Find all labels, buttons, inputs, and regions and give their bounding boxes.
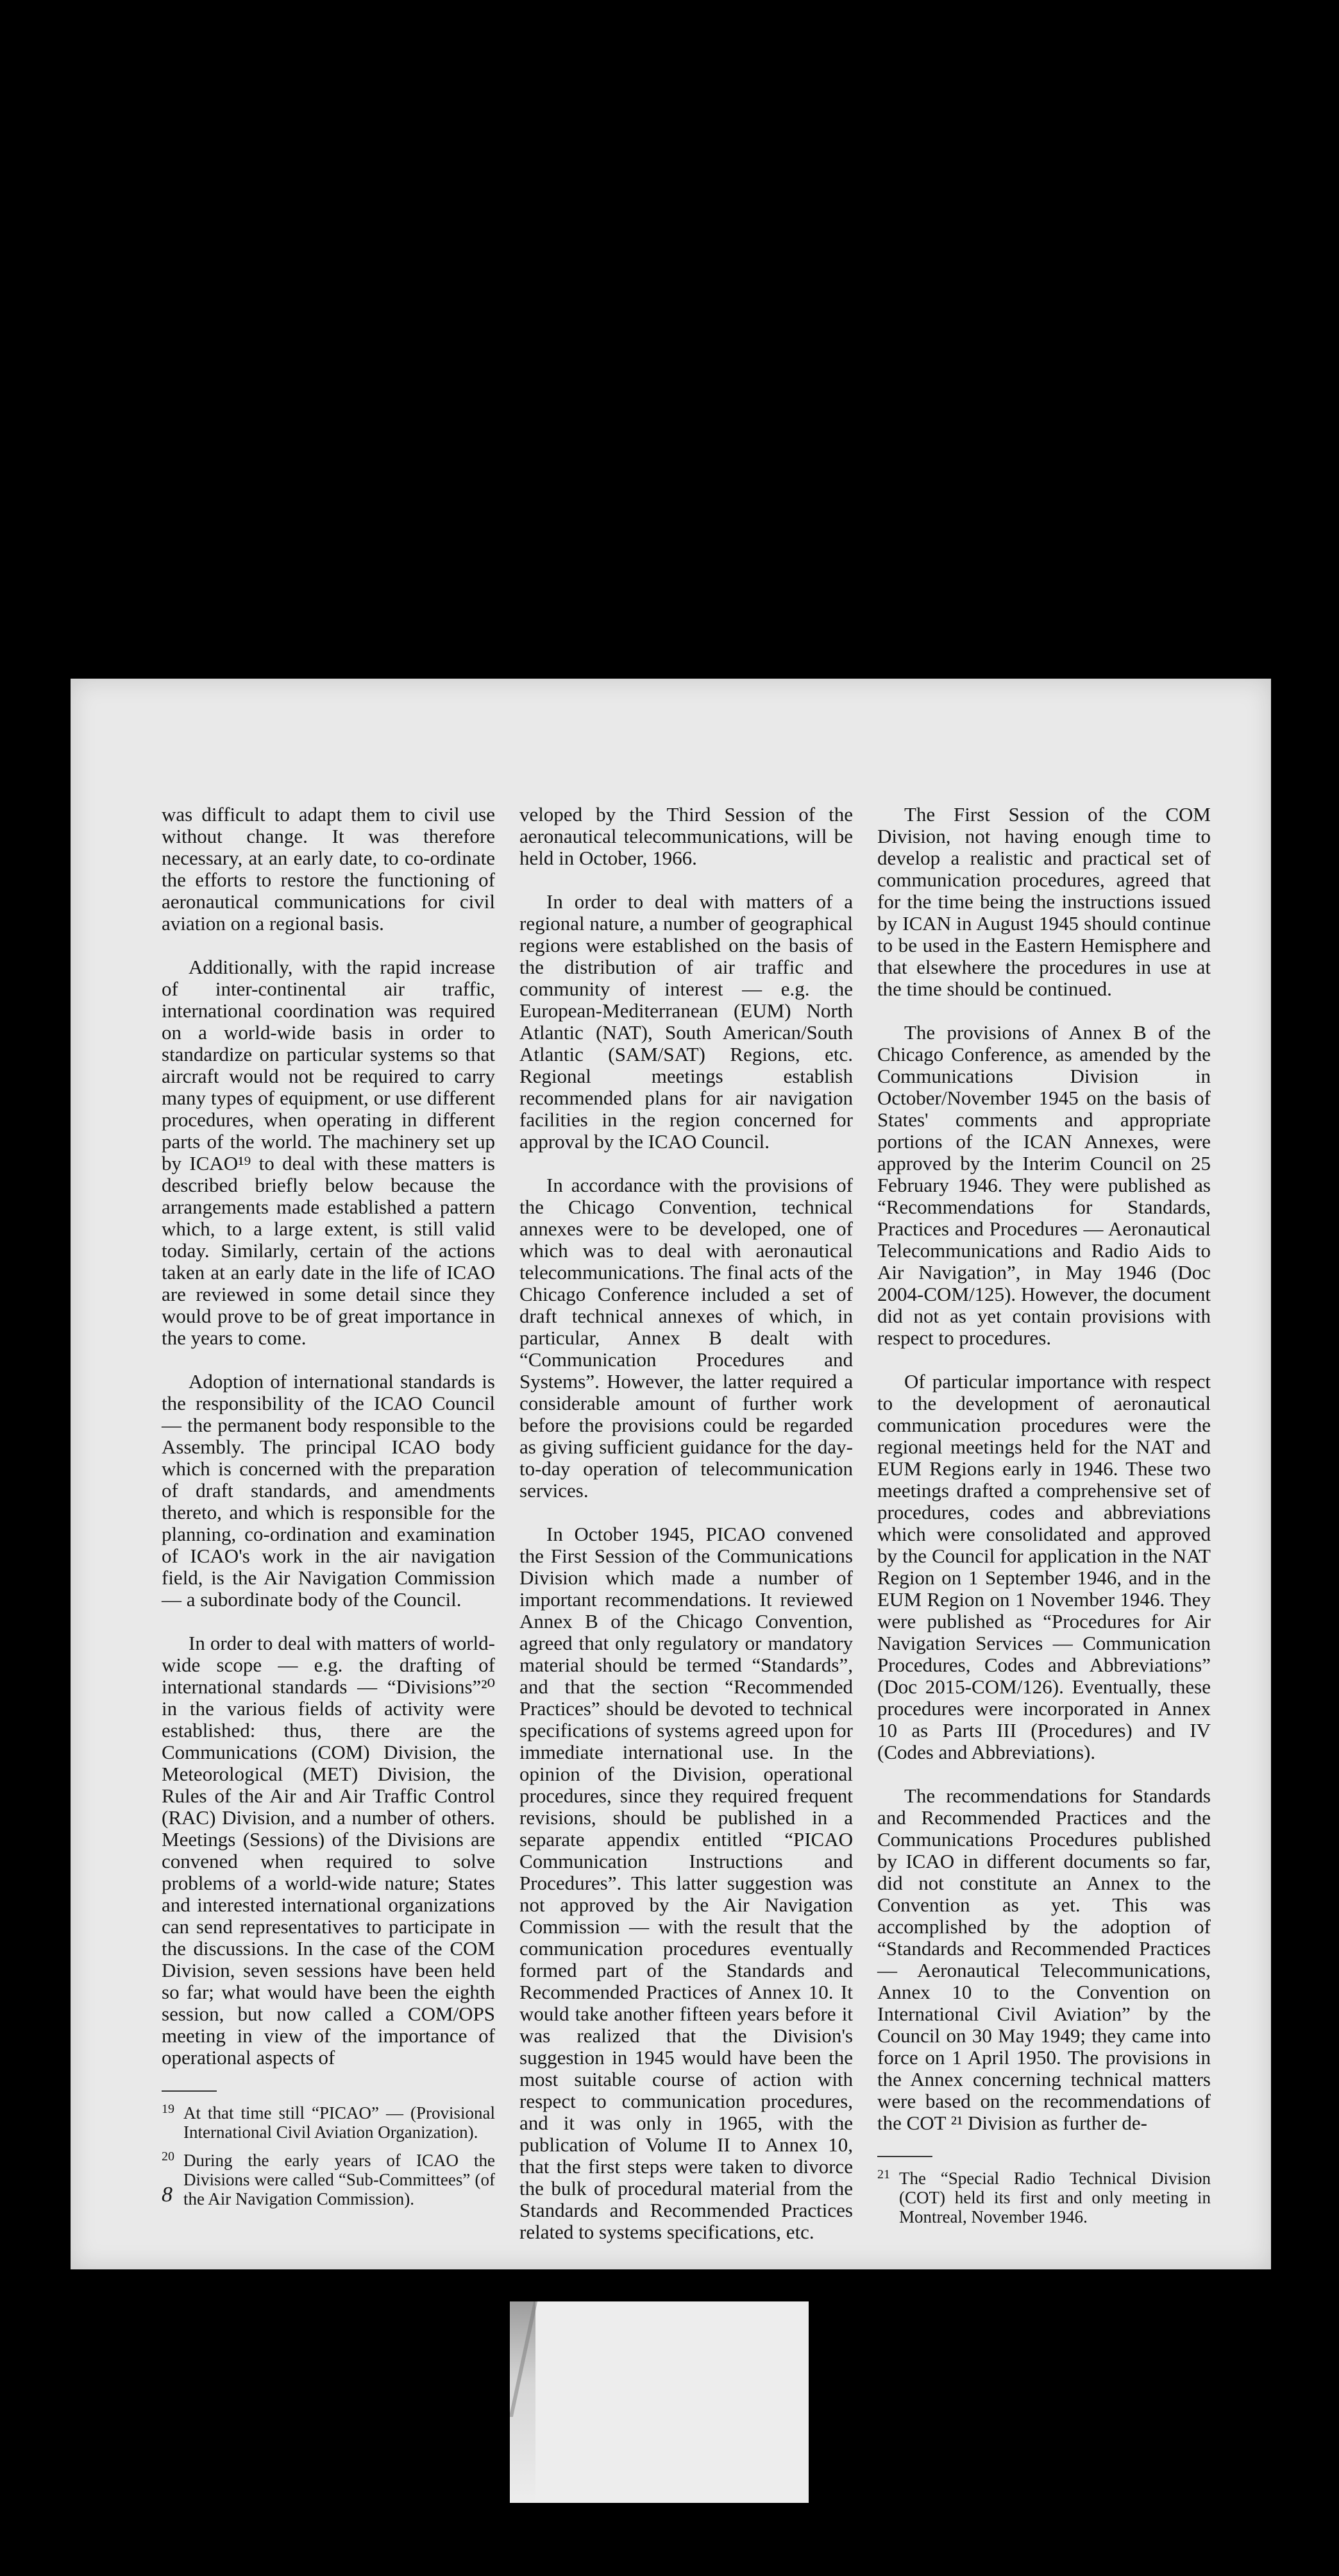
footnote-20 [162,2151,495,2208]
footnote-text: At that time still “PICAO” — (Provisional International Civil Aviation Organization). [183,2103,495,2142]
footnote-divider [877,2156,932,2157]
paragraph: In order to deal with matters of world-wide scope — e.g. the drafting of international standards — “Divisions”²⁰ in the various fields of activity were established: thus, there are the Communications (COM) Division, the Meteorological (MET) Division, the Rules of the Air and Air Traffic Control (RAC) Division, and a number of others. Meetings (Sessions) of the Divisions are convened when required to solve problems of a world-wide nature; States and interested international organizations can send representatives to participate in the discussions. In the case of the COM Division, seven sessions have been held so far; what would have been the eighth session, but now called a COM/OPS meeting in view of the importance of operational aspects of [162,1632,495,2069]
paragraph: The provisions of Annex B of the Chicago Conference, as amended by the Communications Division in October/November 1945 on the basis of States' comments and appropriate portions of the ICAN Annexes, were approved by the Interim Council on 25 February 1946. They were published as “Recommendations for Standards, Practices and Procedures — Aeronautical Telecommunications and Radio Aids to Air Navigation”, in May 1946 (Doc 2004-COM/125). However, the document did not as yet contain provisions with respect to procedures. [877,1021,1211,1349]
footnote-number: 20 [162,2149,174,2164]
footnote-19 [162,2103,495,2142]
footnote-divider [162,2090,217,2092]
column-2 [519,804,853,2265]
footnote-number: 21 [877,2167,890,2182]
column-1 [162,804,495,2217]
footnote-text: The “Special Radio Technical Division (COT) held its first and only meeting in Montreal, November 1946. [899,2169,1211,2226]
paragraph: veloped by the Third Session of the aeronautical telecommunications, will be held in October, 1966. [519,803,853,869]
paragraph: In accordance with the provisions of the Chicago Convention, technical annexes were to be developed, one of which was to deal with aeronautical telecommunications. The final acts of the Chicago Conference included a set of draft technical annexes of which, in particular, Annex B dealt with “Communication Procedures and Systems”. However, the latter required a considerable amount of further work before the provisions could be regarded as giving sufficient guidance for the day-to-day operation of telecommunication services. [519,1174,853,1502]
paragraph: was difficult to adapt them to civil use without change. It was therefore necessary, at an early date, to co-ordinate the efforts to restore the functioning of aeronautical communications for civil aviation on a regional basis. [162,803,495,935]
page-number: 8 [162,2183,173,2207]
paragraph: The recommendations for Standards and Recommended Practices and the Communications Procedures published by ICAO in different documents so far, did not constitute an Annex to the Convention as yet. This was accomplished by the adoption of “Standards and Recommended Practices — Aeronautical Telecommunications, Annex 10 to the Convention on International Civil Aviation” by the Council on 30 May 1949; they came into force on 1 April 1950. The provisions in the Annex concerning technical matters were based on the recommendations of the COT ²¹ Division as further de- [877,1784,1211,2134]
paragraph: Of particular importance with respect to the development of aeronautical communication procedures were the regional meetings held for the NAT and EUM Regions early in 1946. These two meetings drafted a comprehensive set of procedures, codes and abbreviations which were consolidated and approved by the Council for application in the NAT Region on 1 September 1946, and in the EUM Region on 1 November 1946. They were published as “Procedures for Air Navigation Services — Communication Procedures, Codes and Abbreviations” (Doc 2015-COM/126). Eventually, these procedures were incorporated in Annex 10 as Parts III (Procedures) and IV (Codes and Abbreviations). [877,1370,1211,1763]
column-3 [877,804,1211,2235]
paragraph: Adoption of international standards is the responsibility of the ICAO Council — the permanent body responsible to the Assembly. The principal ICAO body which is concerned with the preparation of draft standards, and amendments thereto, and which is responsible for the planning, co-ordination and examination of ICAO's work in the air navigation field, is the Air Navigation Commission — a subordinate body of the Council. [162,1370,495,1611]
paragraph: Additionally, with the rapid increase of inter-continental air traffic, international coordination was required on a world-wide basis in order to standardize on particular systems so that aircraft would not be required to carry many types of equipment, or use different procedures, when operating in different parts of the world. The machinery set up by ICAO¹⁹ to deal with these matters is described briefly below because the arrangements made established a pattern which, to a large extent, is still valid today. Similarly, certain of the actions taken at an early date in the life of ICAO are reviewed in some detail since they would prove to be of great importance in the years to come. [162,956,495,1349]
paragraph: In October 1945, PICAO convened the First Session of the Communications Division which made a number of important recommendations. It reviewed Annex B of the Chicago Convention, agreed that only regulatory or mandatory material should be termed “Standards”, and that the section “Recommended Practices” should be devoted to technical specifications of systems agreed upon for immediate international use. In the opinion of the Division, operational procedures, since they required frequent revisions, should be published in a separate appendix entitled “PICAO Communication Instructions and Procedures”. This latter suggestion was not approved by the Air Navigation Commission — with the result that the communication procedures eventually formed part of the Standards and Recommended Practices of Annex 10. It would take another fifteen years before it was realized that the Division's suggestion in 1945 would have been the most suitable course of action with respect to communication procedures, and it was only in 1965, with the publication of Volume II to Annex 10, that the first steps were taken to divorce the bulk of procedural material from the Standards and Recommended Practices related to systems specifications, etc. [519,1523,853,2243]
footnote-number: 19 [162,2102,174,2116]
document-page [71,679,1271,2269]
film-target-card [510,2301,809,2503]
footnote-text: During the early years of ICAO the Divisions were called “Sub-Committees” (of the Air Navigation Commission). [183,2151,495,2208]
paragraph: The First Session of the COM Division, not having enough time to develop a realistic and practical set of communication procedures, agreed that for the time being the instructions issued by ICAN in August 1945 should continue to be used in the Eastern Hemisphere and that elsewhere the procedures in use at the time should be continued. [877,803,1211,1000]
paragraph: In order to deal with matters of a regional nature, a number of geographical regions were established on the basis of the distribution of air traffic and community of interest — e.g. the European-Mediterranean (EUM) North Atlantic (NAT), South American/South Atlantic (SAM/SAT) Regions, etc. Regional meetings establish recommended plans for air navigation facilities in the region concerned for approval by the ICAO Council. [519,890,853,1153]
footnote-21 [877,2169,1211,2226]
